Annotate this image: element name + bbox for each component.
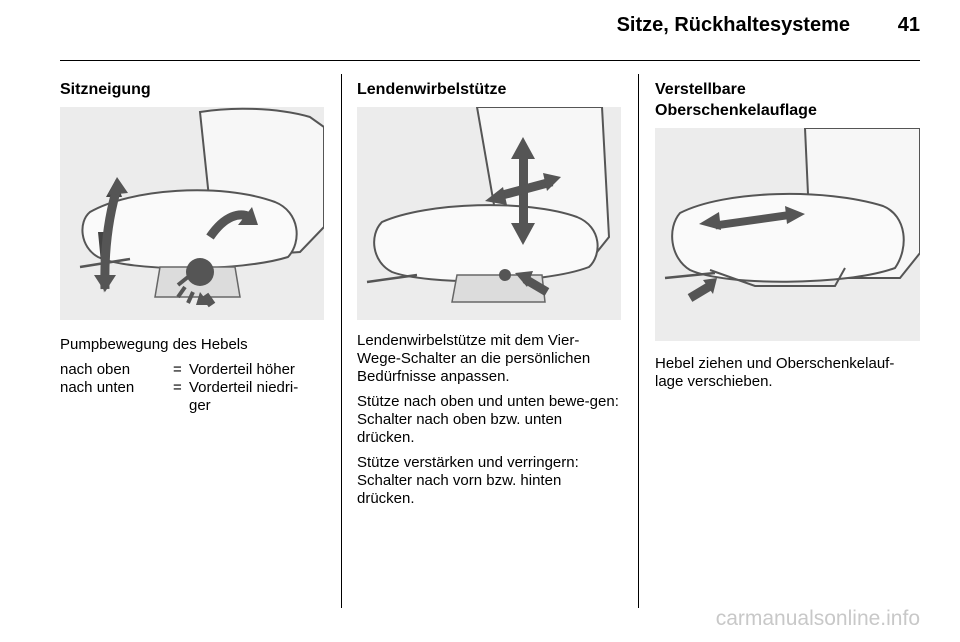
thigh-support-body-text: Hebel ziehen und Oberschenkelauf-lage verschieben.: [655, 355, 895, 390]
running-header: Sitze, Rückhaltesysteme: [616, 14, 850, 36]
paragraph: Lendenwirbelstütze mit dem Vier-Wege-Schalter an die persönlichen Bedürfnisse anpassen.: [357, 332, 591, 385]
definition-equals: =: [173, 361, 182, 378]
definition-description: Vorderteil niedri-ger: [189, 379, 299, 414]
definition-term: nach unten: [60, 379, 135, 396]
definition-row: [60, 379, 325, 415]
section-title-line-2: Oberschenkelauflage: [655, 102, 817, 119]
definition-description: Vorderteil höher: [189, 361, 295, 378]
thigh-support-drawing: [655, 128, 920, 341]
thigh-support-illustration: [655, 128, 920, 341]
lumbar-body-text: [357, 332, 622, 515]
header-rule: [60, 60, 920, 61]
section-title-line-1: Verstellbare: [655, 81, 746, 98]
caption-pump-movement: Pumpbewegung des Hebels: [60, 336, 248, 353]
lumbar-support-illustration: [357, 107, 621, 320]
definition-list: [60, 361, 325, 415]
paragraph: Stütze nach oben und unten bewe-gen: Schalter nach oben bzw. unten drücken.: [357, 393, 619, 446]
column-divider-1: [341, 74, 342, 608]
section-title-oberschenkelauflage: [655, 79, 919, 121]
definition-equals: =: [173, 379, 182, 396]
definition-term: nach oben: [60, 361, 131, 378]
definition-row: [60, 361, 325, 379]
paragraph: Stütze verstärken und verringern: Schalter nach vorn bzw. hinten drücken.: [357, 454, 579, 507]
section-title-sitzneigung: Sitzneigung: [60, 81, 151, 98]
lumbar-support-drawing: [357, 107, 621, 320]
section-title-lendenwirbelstuetze: Lendenwirbelstütze: [357, 81, 507, 98]
watermark-text: carmanualsonline.info: [715, 607, 920, 630]
seat-tilt-drawing: [60, 107, 324, 320]
column-divider-2: [638, 74, 639, 608]
page-number: 41: [897, 14, 920, 36]
seat-tilt-illustration: [60, 107, 324, 320]
